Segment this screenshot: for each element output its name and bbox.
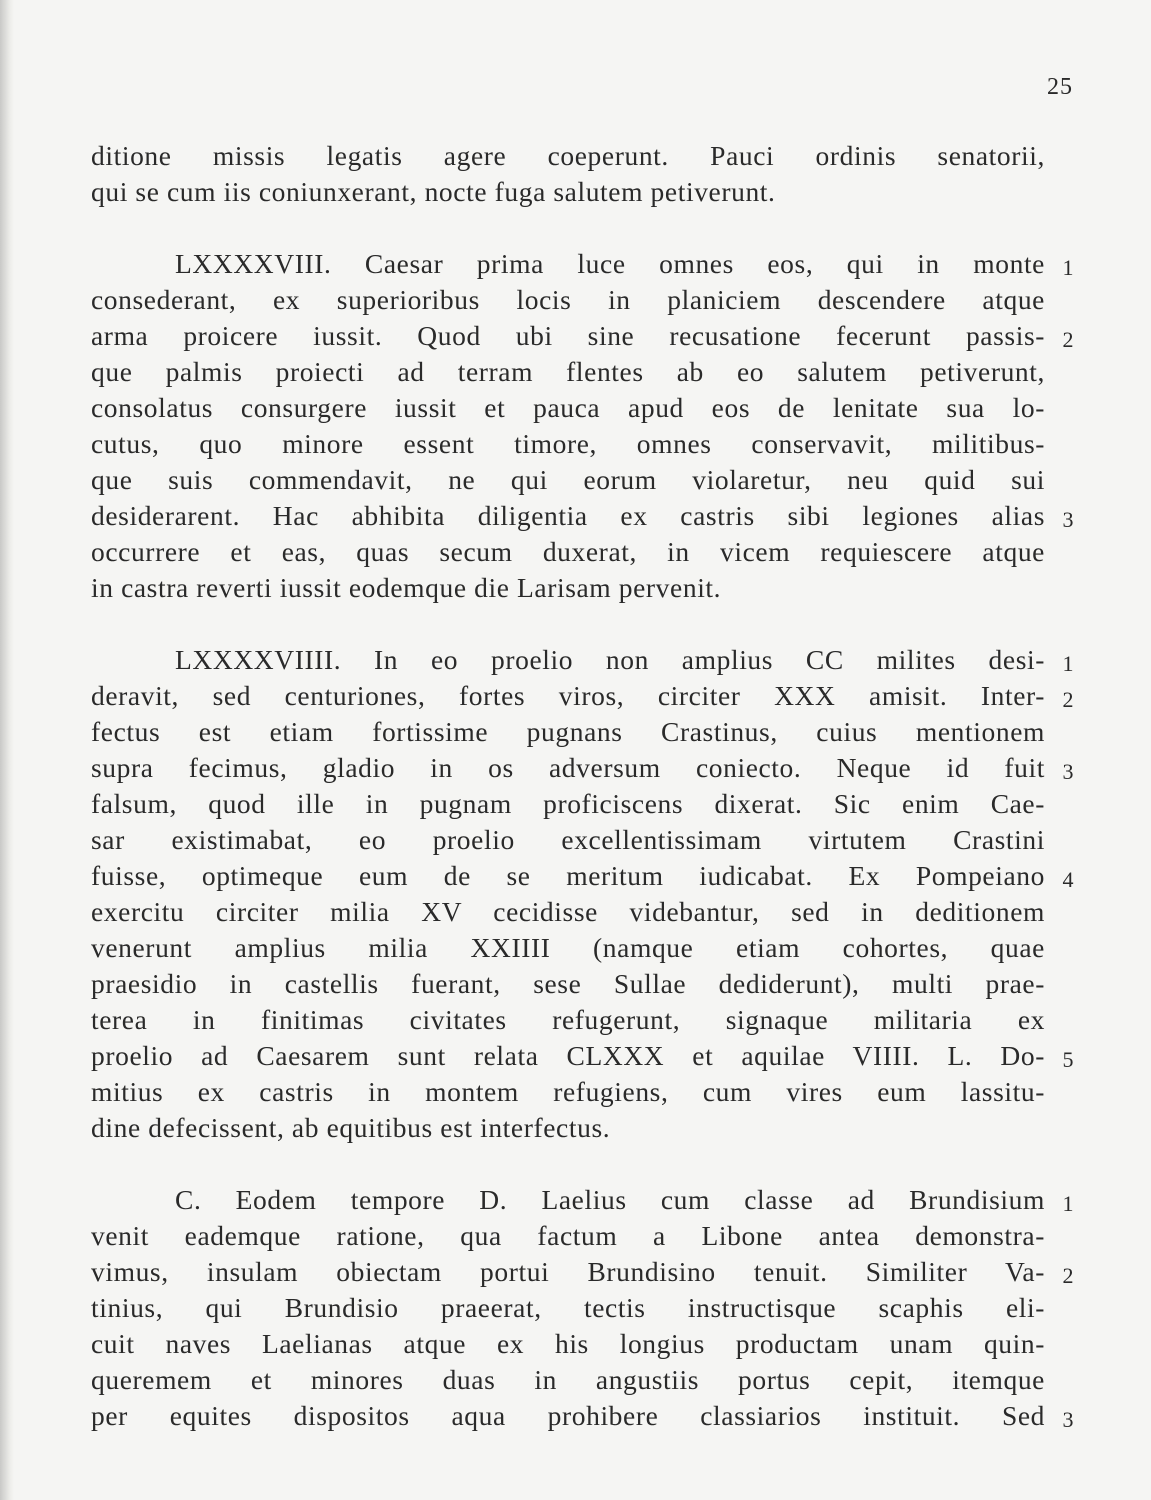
text-line: cuit naves Laelianas atque ex his longius productam unam quin- xyxy=(91,1328,1045,1359)
chapter-heading-line: C. Eodem tempore D. Laelius cum classe ad Brundisium xyxy=(175,1184,1045,1215)
text-line: vimus, insulam obiectam portui Brundisino tenuit. Similiter Va- xyxy=(91,1256,1045,1287)
text-line: qui se cum iis coniunxerant, nocte fuga salutem petiverunt. xyxy=(91,176,776,207)
text-line: supra fecimus, gladio in os adversum coniecto. Neque id fuit xyxy=(91,752,1045,783)
margin-section-number: 3 xyxy=(1062,759,1074,784)
page-number: 25 xyxy=(1047,74,1073,100)
text-line: arma proicere iussit. Quod ubi sine recusatione fecerunt passis- xyxy=(91,320,1045,351)
margin-section-number: 1 xyxy=(1062,1191,1074,1216)
text-line: cutus, quo minore essent timore, omnes conservavit, militibus- xyxy=(91,428,1045,459)
text-line: ditione missis legatis agere coeperunt. Pauci ordinis senatorii, xyxy=(91,140,1045,171)
margin-section-number: 1 xyxy=(1062,255,1074,280)
text-line: mitius ex castris in montem refugiens, cum vires eum lassitu- xyxy=(91,1076,1045,1107)
text-line: proelio ad Caesarem sunt relata CLXXX et aquilae VIIII. L. Do- xyxy=(91,1040,1045,1071)
margin-section-number: 3 xyxy=(1062,1407,1074,1432)
text-line: venerunt amplius milia XXIIII (namque etiam cohortes, quae xyxy=(91,932,1045,963)
text-line: deravit, sed centuriones, fortes viros, circiter XXX amisit. Inter- xyxy=(91,680,1045,711)
text-line: terea in finitimas civitates refugerunt, signaque militaria ex xyxy=(91,1004,1045,1035)
text-line: queremem et minores duas in angustiis portus cepit, itemque xyxy=(91,1364,1045,1395)
text-line: occurrere et eas, quas secum duxerat, in vicem requiescere atque xyxy=(91,536,1045,567)
margin-section-number: 2 xyxy=(1062,687,1074,712)
text-line: consolatus consurgere iussit et pauca apud eos de lenitate sua lo- xyxy=(91,392,1045,423)
gutter-shadow xyxy=(0,0,14,1500)
text-line: que palmis proiecti ad terram flentes ab eo salutem petiverunt, xyxy=(91,356,1045,387)
text-line: per equites dispositos aqua prohibere classiarios instituit. Sed xyxy=(91,1400,1045,1431)
chapter-heading-line: LXXXXVIII. Caesar prima luce omnes eos, qui in monte xyxy=(175,248,1045,279)
text-line: fuisse, optimeque eum de se meritum iudicabat. Ex Pompeiano xyxy=(91,860,1045,891)
text-line: in castra reverti iussit eodemque die Larisam pervenit. xyxy=(91,572,722,603)
margin-section-number: 2 xyxy=(1062,1263,1074,1288)
margin-section-number: 4 xyxy=(1062,867,1074,892)
text-line: dine defecissent, ab equitibus est interfectus. xyxy=(91,1112,611,1143)
text-line: tinius, qui Brundisio praeerat, tectis instructisque scaphis eli- xyxy=(91,1292,1045,1323)
text-line: venit eademque ratione, qua factum a Libone antea demonstra- xyxy=(91,1220,1045,1251)
margin-section-number: 2 xyxy=(1062,327,1074,352)
chapter-heading-line: LXXXXVIIII. In eo proelio non amplius CC milites desi- xyxy=(175,644,1045,675)
text-line: falsum, quod ille in pugnam proficiscens dixerat. Sic enim Cae- xyxy=(91,788,1045,819)
text-line: consederant, ex superioribus locis in planiciem descendere atque xyxy=(91,284,1045,315)
margin-section-number: 3 xyxy=(1062,507,1074,532)
text-line: desiderarent. Hac abhibita diligentia ex castris sibi legiones alias xyxy=(91,500,1045,531)
text-line: fectus est etiam fortissime pugnans Crastinus, cuius mentionem xyxy=(91,716,1045,747)
text-line: que suis commendavit, ne qui eorum violaretur, neu quid sui xyxy=(91,464,1045,495)
text-line: sar existimabat, eo proelio excellentissimam virtutem Crastini xyxy=(91,824,1045,855)
text-line: praesidio in castellis fuerant, sese Sullae dediderunt), multi prae- xyxy=(91,968,1045,999)
margin-section-number: 5 xyxy=(1062,1047,1074,1072)
margin-section-number: 1 xyxy=(1062,651,1074,676)
text-line: exercitu circiter milia XV cecidisse videbantur, sed in deditionem xyxy=(91,896,1045,927)
